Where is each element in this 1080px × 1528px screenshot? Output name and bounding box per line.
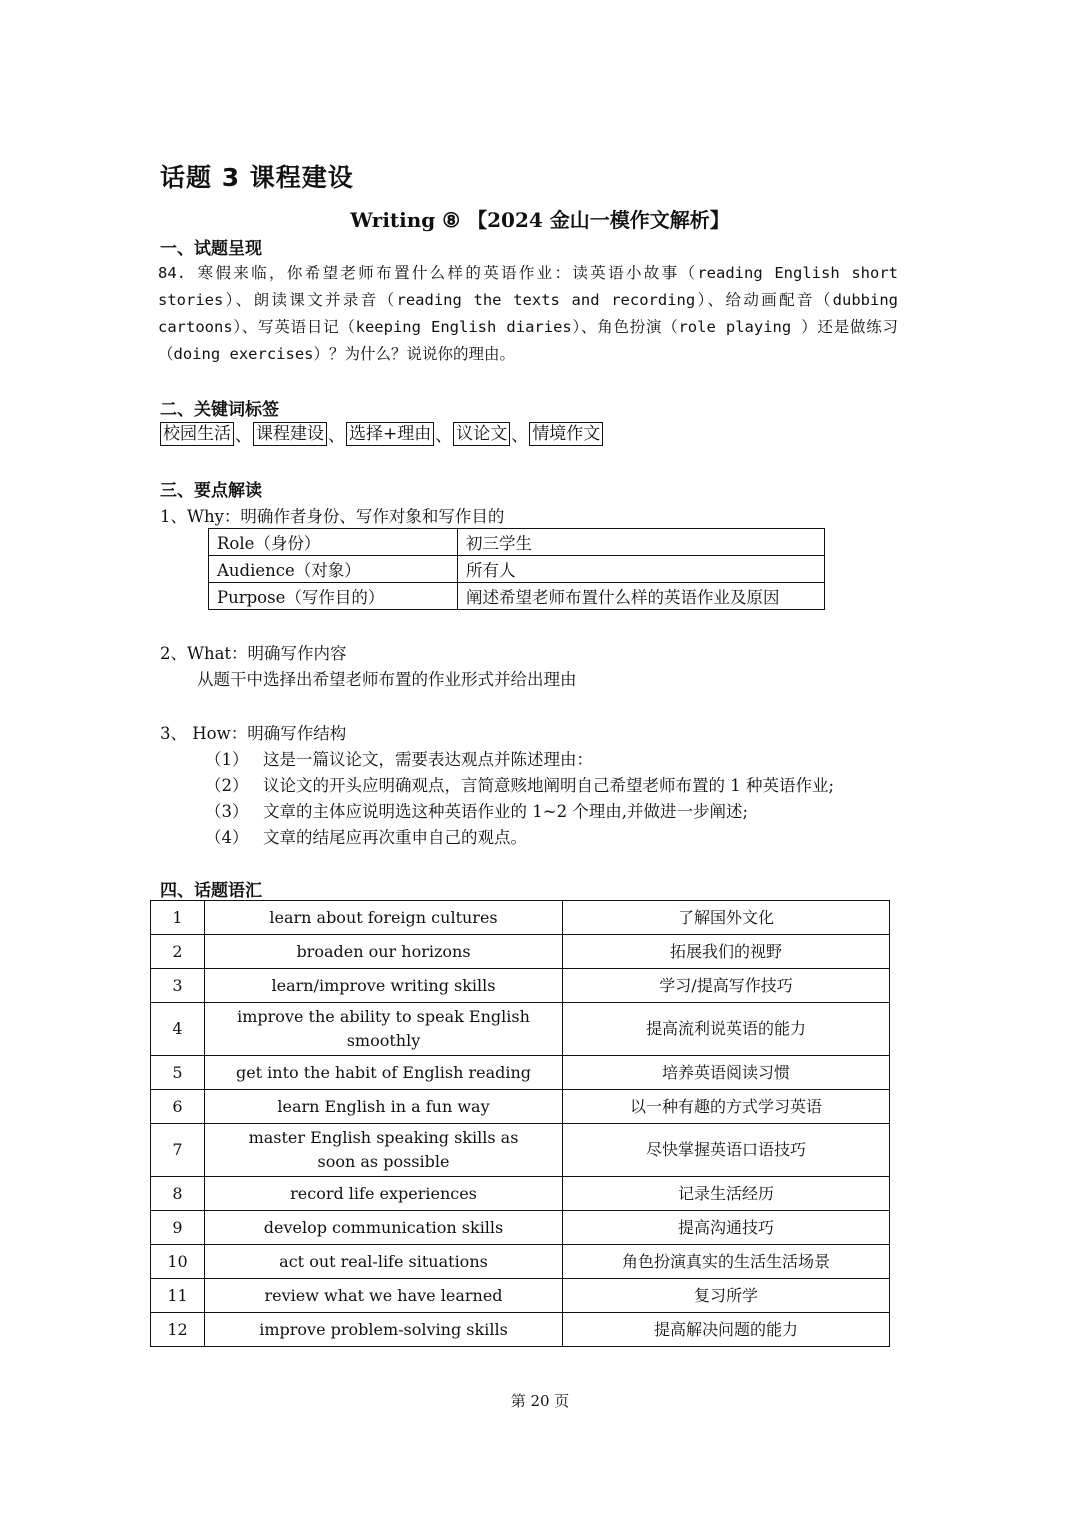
vocab-english: learn about foreign cultures	[205, 901, 563, 935]
vocab-chinese: 提高解决问题的能力	[563, 1313, 890, 1347]
what-content: 从题干中选择出希望老师布置的作业形式并给出理由	[197, 670, 577, 689]
section4-heading: 四、话题语汇	[160, 881, 262, 901]
why-title: 1、Why：明确作者身份、写作对象和写作目的	[160, 507, 505, 526]
vocab-chinese: 尽快掌握英语口语技巧	[563, 1124, 890, 1177]
vocab-row	[151, 1177, 890, 1211]
vocab-chinese: 了解国外文化	[563, 901, 890, 935]
how-point	[205, 798, 748, 822]
vocab-english: improve the ability to speak English smoothly	[205, 1003, 563, 1056]
vocab-number: 6	[151, 1090, 205, 1124]
how-point-text: 文章的主体应说明选这种英语作业的 1~2 个理由,并做进一步阐述;	[263, 802, 749, 821]
vocab-chinese: 角色扮演真实的生活生活场景	[563, 1245, 890, 1279]
vocab-english-line2: soon as possible	[317, 1152, 450, 1171]
writing-title: Writing ⑧ 【2024 金山一模作文解析】	[350, 208, 730, 232]
tag-separator: 、	[328, 426, 345, 446]
vocab-row	[151, 1124, 890, 1177]
vocab-number: 11	[151, 1279, 205, 1313]
how-point-label: （4）	[205, 828, 249, 847]
why-row	[209, 583, 825, 610]
tag-choice-reason: 选择+理由	[346, 422, 434, 446]
vocab-english: improve problem-solving skills	[205, 1313, 563, 1347]
vocab-table	[150, 900, 890, 1347]
vocab-row	[151, 1090, 890, 1124]
vocab-chinese: 培养英语阅读习惯	[563, 1056, 890, 1090]
why-row	[209, 556, 825, 583]
vocab-number: 4	[151, 1003, 205, 1056]
how-point-label: （2）	[205, 776, 249, 795]
section2-heading: 二、关键词标签	[160, 400, 279, 420]
section3-heading: 三、要点解读	[160, 481, 262, 501]
vocab-row	[151, 969, 890, 1003]
vocab-number: 3	[151, 969, 205, 1003]
vocab-english: learn English in a fun way	[205, 1090, 563, 1124]
vocab-number: 9	[151, 1211, 205, 1245]
tag-campus-life: 校园生活	[160, 422, 234, 446]
how-title: 3、 How：明确写作结构	[160, 724, 347, 743]
tag-separator: 、	[511, 426, 529, 446]
vocab-chinese: 记录生活经历	[563, 1177, 890, 1211]
vocab-english: get into the habit of English reading	[205, 1056, 563, 1090]
why-key: Purpose（写作目的）	[209, 583, 458, 610]
vocab-row	[151, 1003, 890, 1056]
tag-situational: 情境作文	[529, 422, 603, 446]
vocab-number: 5	[151, 1056, 205, 1090]
vocab-number: 10	[151, 1245, 205, 1279]
keyword-tags	[160, 421, 603, 446]
tag-curriculum: 课程建设	[253, 422, 327, 446]
vocab-chinese: 提高沟通技巧	[563, 1211, 890, 1245]
how-point-label: （1）	[205, 750, 249, 769]
tag-separator: 、	[235, 426, 252, 446]
vocab-row	[151, 935, 890, 969]
vocab-number: 2	[151, 935, 205, 969]
why-row	[209, 529, 825, 556]
how-point	[205, 772, 834, 796]
vocab-chinese: 拓展我们的视野	[563, 935, 890, 969]
page-number: 第 20 页	[510, 1392, 570, 1410]
vocab-english-line1: master English speaking skills as	[248, 1128, 519, 1147]
vocab-row	[151, 1313, 890, 1347]
how-point-label: （3）	[205, 802, 249, 821]
vocab-row	[151, 1245, 890, 1279]
tag-separator: 、	[435, 426, 453, 446]
how-point-text: 议论文的开头应明确观点，言简意赅地阐明自己希望老师布置的 1 种英语作业;	[263, 776, 835, 795]
vocab-row	[151, 1056, 890, 1090]
vocab-number: 1	[151, 901, 205, 935]
what-title: 2、What：明确写作内容	[160, 644, 347, 663]
vocab-row	[151, 1279, 890, 1313]
why-value: 初三学生	[458, 529, 825, 556]
section1-heading: 一、试题呈现	[160, 239, 262, 259]
how-point	[205, 746, 593, 770]
vocab-number: 7	[151, 1124, 205, 1177]
how-point-text: 这是一篇议论文，需要表达观点并陈述理由：	[263, 750, 593, 769]
vocab-english: broaden our horizons	[205, 935, 563, 969]
vocab-english: record life experiences	[205, 1177, 563, 1211]
vocab-chinese: 提高流利说英语的能力	[563, 1003, 890, 1056]
vocab-row	[151, 901, 890, 935]
why-value: 阐述希望老师布置什么样的英语作业及原因	[458, 583, 825, 610]
vocab-english: develop communication skills	[205, 1211, 563, 1245]
vocab-number: 8	[151, 1177, 205, 1211]
vocab-row	[151, 1211, 890, 1245]
why-key: Audience（对象）	[209, 556, 458, 583]
vocab-english: act out real-life situations	[205, 1245, 563, 1279]
vocab-chinese: 以一种有趣的方式学习英语	[563, 1090, 890, 1124]
how-point-text: 文章的结尾应再次重申自己的观点。	[263, 828, 527, 847]
why-value: 所有人	[458, 556, 825, 583]
vocab-chinese: 学习/提高写作技巧	[563, 969, 890, 1003]
vocab-english: review what we have learned	[205, 1279, 563, 1313]
tag-argumentative: 议论文	[453, 422, 510, 446]
why-table	[208, 528, 825, 610]
vocab-english: learn/improve writing skills	[205, 969, 563, 1003]
vocab-number: 12	[151, 1313, 205, 1347]
how-point	[205, 824, 527, 848]
vocab-english	[205, 1124, 563, 1177]
vocab-chinese: 复习所学	[563, 1279, 890, 1313]
question-text: 84. 寒假来临，你希望老师布置什么样的英语作业：读英语小故事（reading English short stories）、朗读课文并录音（reading the texts and recording）、给动画配音（dubbing cartoons）、写英语日记（keeping English diaries）、角色扮演（role playing ）还是做练习（doing exercises）？为什么？说说你的理由。	[158, 264, 898, 363]
topic-title: 话题 3 课程建设	[160, 163, 354, 192]
why-key: Role（身份）	[209, 529, 458, 556]
